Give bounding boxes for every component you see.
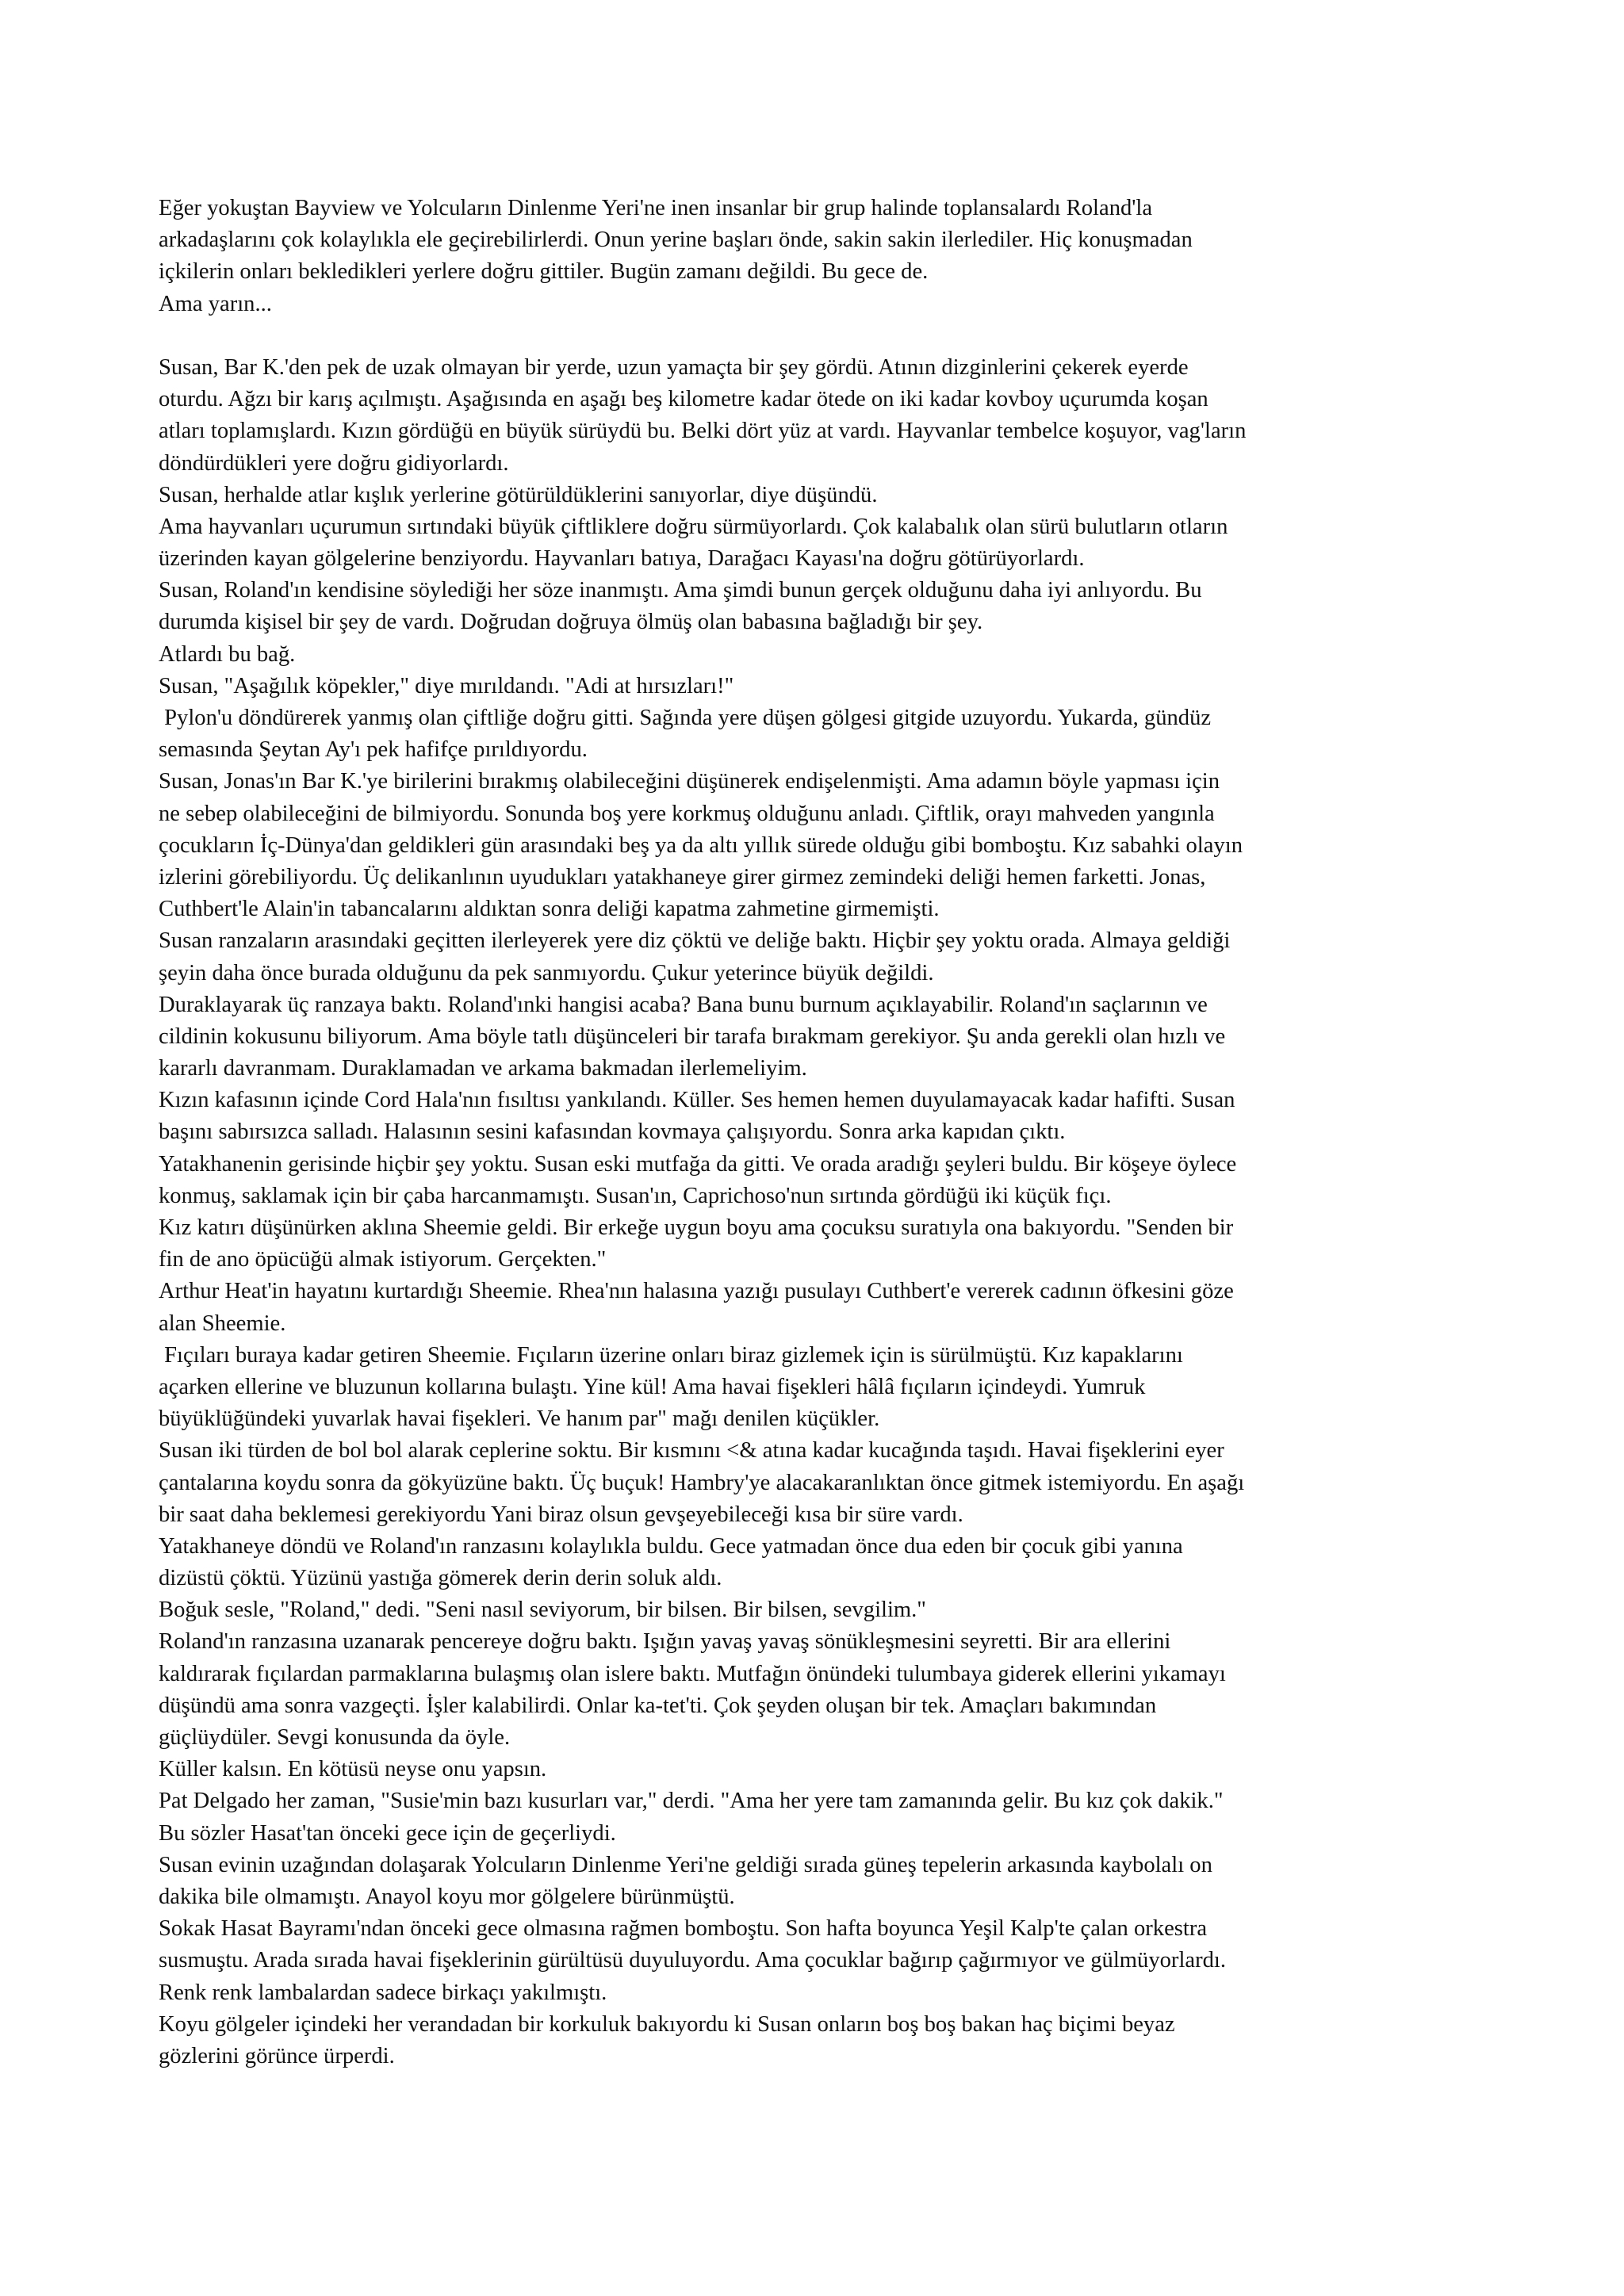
text-line: susmuştu. Arada sırada havai fişeklerinin gürültüsü duyuluyordu. Ama çocuklar bağırıp çağırmıyor ve gülmüyorlardı. bbox=[159, 1948, 1226, 1973]
text-line: Kızın kafasının içinde Cord Hala'nın fısıltısı yankılandı. Küller. Ses hemen hemen duyulamayacak kadar hafifti. Susan bbox=[159, 1088, 1235, 1113]
text-line: Boğuk sesle, "Roland," dedi. "Seni nasıl seviyorum, bir bilsen. Bir bilsen, sevgilim." bbox=[159, 1598, 926, 1623]
text-line: arkadaşlarını çok kolaylıkla ele geçirebilirlerdi. Onun yerine başları önde, sakin sakin ilerlediler. Hiç konuşmadan bbox=[159, 228, 1193, 253]
text-line: izlerini görebiliyordu. Üç delikanlının uyudukları yatakhaneye girer girmez zemindeki deliği hemen farketti. Jonas, bbox=[159, 864, 1206, 890]
text-line: büyüklüğündeki yuvarlak havai fişekleri. Ve hanım par" mağı denilen küçükler. bbox=[159, 1406, 880, 1432]
text-line: kaldırarak fıçılardan parmaklarına bulaşmış olan islere baktı. Mutfağın önündeki tulumbaya giderek ellerini yıkamayı bbox=[159, 1661, 1226, 1686]
text-line: gözlerini görünce ürperdi. bbox=[159, 2043, 395, 2068]
text-line: Susan ranzaların arasındaki geçitten ilerleyerek yere diz çöktü ve deliğe baktı. Hiçbir şey yoktu orada. Almaya geldiği bbox=[159, 928, 1231, 954]
text-line: konmuş, saklamak için bir çaba harcanmamıştı. Susan'ın, Caprichoso'nun sırtında gördüğü iki küçük fıçı. bbox=[159, 1183, 1112, 1208]
text-line: Eğer yokuştan Bayview ve Yolcuların Dinlenme Yeri'ne inen insanlar bir grup halinde toplansalardı Roland'la bbox=[159, 196, 1153, 220]
text-line: Küller kalsın. En kötüsü neyse onu yapsın. bbox=[159, 1757, 547, 1782]
paragraph-gap bbox=[159, 320, 1491, 352]
text-line: Koyu gölgeler içindeki her verandadan bir korkuluk bakıyordu ki Susan onların boş boş bakan haç biçimi beyaz bbox=[159, 2011, 1175, 2037]
text-line: alan Sheemie. bbox=[159, 1311, 286, 1336]
text-line: atları toplamışlardı. Kızın gördüğü en büyük sürüydü bu. Belki dört yüz at vardı. Hayvanlar tembelce koşuyor, vag'ların bbox=[159, 419, 1247, 444]
text-line bbox=[159, 2072, 1491, 2104]
text-line: Susan, Jonas'ın Bar K.'ye birilerini bırakmış olabileceğini düşünerek endişelenmişti. Ama adamın böyle yapması için bbox=[159, 769, 1220, 794]
text-line: çocukların İç-Dünya'dan geldikleri gün arasındaki beş ya da altı yıllık sürede olduğu gibi bomboştu. Kız sabahki olayın bbox=[159, 832, 1243, 858]
text-line: Renk renk lambalardan sadece birkaçı yakılmıştı. bbox=[159, 1980, 607, 2005]
text-line: çantalarına koydu sonra da gökyüzüne baktı. Üç buçuk! Hambry'ye alacakaranlıktan önce gitmek istemiyordu. En aşağı bbox=[159, 1470, 1245, 1495]
text-line: Arthur Heat'in hayatını kurtardığı Sheemie. Rhea'nın halasına yazığı pusulayı Cuthbert'e vererek cadının öfkesini göze bbox=[159, 1279, 1234, 1304]
text-line: Atlardı bu bağ. bbox=[159, 641, 296, 667]
text-line: Duraklayarak üç ranzaya baktı. Roland'ınki hangisi acaba? Bana bunu burnum açıklayabilir. Roland'ın saçlarının ve bbox=[159, 992, 1208, 1017]
text-line: Pylon'u döndürerek yanmış olan çiftliğe doğru gitti. Sağında yere düşen gölgesi gitgide uzuyordu. Yukarda, gündüz bbox=[159, 706, 1212, 730]
text-line: Susan, herhalde atlar kışlık yerlerine götürüldüklerini sanıyorlar, diye düşündü. bbox=[159, 482, 878, 507]
text-line: semasında Şeytan Ay'ı pek hafifçe pırıldıyordu. bbox=[159, 737, 588, 763]
text-line: dizüstü çöktü. Yüzünü yastığa gömerek derin derin soluk aldı. bbox=[159, 1566, 722, 1591]
text-line: Cuthbert'le Alain'in tabancalarını aldıktan sonra deliği kapatma zahmetine girmemişti. bbox=[159, 897, 940, 922]
text-line: Bu sözler Hasat'tan önceki gece için de geçerliydi. bbox=[159, 1820, 616, 1846]
text-line: döndürdükleri yere doğru gidiyorlardı. bbox=[159, 450, 509, 476]
text-line: durumda kişisel bir şey de vardı. Doğrudan doğruya ölmüş olan babasına bağladığı bir şey. bbox=[159, 610, 983, 635]
text-line: Ama yarın... bbox=[159, 291, 272, 316]
text-line: bir saat daha beklemesi gerekiyordu Yani biraz olsun gevşeyebileceği kısa bir süre vardı. bbox=[159, 1502, 963, 1527]
text-line: fin de ano öpücüğü almak istiyorum. Gerçekten." bbox=[159, 1247, 607, 1272]
text-line: oturdu. Ağzı bir karış açılmıştı. Aşağısında en aşağı beş kilometre kadar ötede on iki kadar kovboy uçurumda koşan bbox=[159, 387, 1208, 412]
text-line: Roland'ın ranzasına uzanarak pencereye doğru baktı. Işığın yavaş yavaş sönükleşmesini seyretti. Bir ara ellerini bbox=[159, 1629, 1171, 1655]
text-line: Sokak Hasat Bayramı'ndan önceki gece olmasına rağmen bomboştu. Son hafta boyunca Yeşil Kalp'te çalan orkestra bbox=[159, 1916, 1208, 1942]
text-line: Fıçıları buraya kadar getiren Sheemie. Fıçıların üzerine onları biraz gizlemek için is sürülmüştü. Kız kapaklarını bbox=[159, 1342, 1183, 1368]
text-line: açarken ellerine ve bluzunun kollarına bulaştı. Yine kül! Ama havai fişekleri hâlâ fıçıların içindeydi. Yumruk bbox=[159, 1374, 1146, 1399]
text-line: Yatakhanenin gerisinde hiçbir şey yoktu. Susan eski mutfağa da gitti. Ve orada aradığı şeyleri buldu. Bir köşeye öylece bbox=[159, 1151, 1237, 1177]
text-line: düşündü ama sonra vazgeçti. İşler kalabilirdi. Onlar ka-tet'ti. Çok şeyden oluşan bir tek. Amaçları bakımından bbox=[159, 1693, 1157, 1718]
text-line: Susan iki türden de bol bol alarak ceplerine soktu. Bir kısmını <& atına kadar kucağında taşıdı. Havai fişeklerini eyer bbox=[159, 1438, 1224, 1464]
text-line: Pat Delgado her zaman, "Susie'min bazı kusurları var," derdi. "Ama her yere tam zamanında gelir. Bu kız çok dakik." bbox=[159, 1789, 1224, 1814]
text-line: güçlüydüler. Sevgi konusunda da öyle. bbox=[159, 1725, 511, 1750]
text-line: üzerinden kayan gölgelerine benziyordu. Hayvanları batıya, Darağacı Kayası'na doğru götürüyorlardı. bbox=[159, 546, 1085, 572]
text-line: Susan, Bar K.'den pek de uzak olmayan bir yerde, uzun yamaçta bir şey gördü. Atının dizginlerini çekerek eyerde bbox=[159, 354, 1189, 380]
text-line: ne sebep olabileceğini de bilmiyordu. Sonunda boş yere korkmuş olduğunu anladı. Çiftlik, orayı mahveden yangınla bbox=[159, 801, 1215, 826]
text-line: Kız katırı düşünürken aklına Sheemie geldi. Bir erkeğe uygun boyu ama çocuksu suratıyla ona bakıyordu. "Senden bir bbox=[159, 1215, 1234, 1240]
document-page bbox=[159, 193, 1491, 2104]
text-line: içkilerin onları bekledikleri yerlere doğru gittiler. Bugün zamanı değildi. Bu gece de. bbox=[159, 259, 929, 285]
text-line: Susan, "Aşağılık köpekler," diye mırıldandı. "Adi at hırsızları!" bbox=[159, 673, 734, 698]
text-line: başını sabırsızca salladı. Halasının sesini kafasından kovmaya çalışıyordu. Sonra arka kapıdan çıktı. bbox=[159, 1119, 1066, 1145]
text-line: dakika bile olmamıştı. Anayol koyu mor gölgelere bürünmüştü. bbox=[159, 1884, 735, 1909]
text-line: kararlı davranmam. Duraklamadan ve arkama bakmadan ilerlemeliyim. bbox=[159, 1056, 807, 1081]
text-line: Yatakhaneye döndü ve Roland'ın ranzasını kolaylıkla buldu. Gece yatmadan önce dua eden bir çocuk gibi yanına bbox=[159, 1533, 1183, 1559]
text-line: cildinin kokusunu biliyorum. Ama böyle tatlı düşünceleri bir tarafa bırakmam gerekiyor. Şu anda gerekli olan hızlı ve bbox=[159, 1024, 1226, 1049]
text-line: Susan, Roland'ın kendisine söylediği her söze inanmıştı. Ama şimdi bunun gerçek olduğunu daha iyi anlıyordu. Bu bbox=[159, 578, 1202, 603]
text-line: Ama hayvanları uçurumun sırtındaki büyük çiftliklere doğru sürmüyorlardı. Çok kalabalık olan sürü bulutların otların bbox=[159, 514, 1228, 539]
text-line: Susan evinin uzağından dolaşarak Yolcuların Dinlenme Yeri'ne geldiği sırada güneş tepelerin arkasında kaybolalı on bbox=[159, 1852, 1212, 1877]
text-line: şeyin daha önce burada olduğunu da pek sanmıyordu. Çukur yeterince büyük değildi. bbox=[159, 960, 934, 985]
